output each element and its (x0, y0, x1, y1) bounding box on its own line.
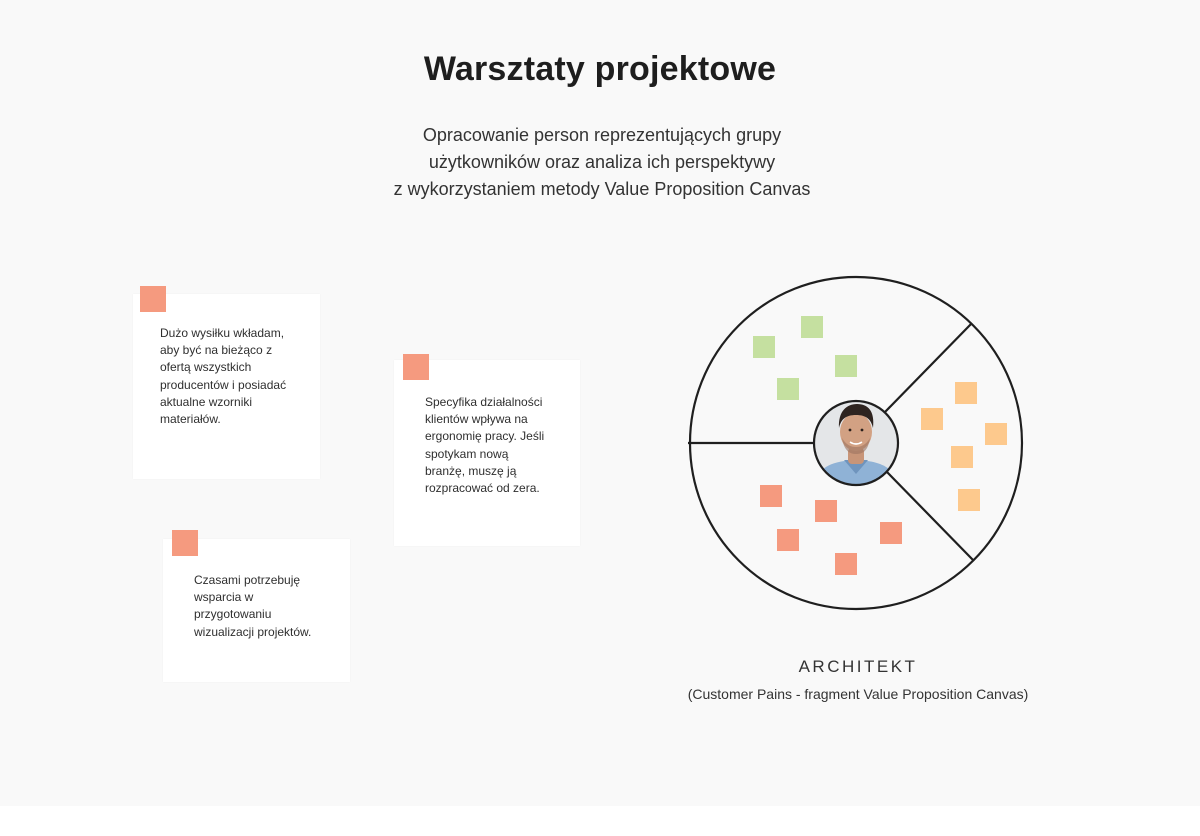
sticky-salmon (835, 553, 857, 575)
subtitle-line: użytkowników oraz analiza ich perspektywy (428, 152, 776, 172)
sticky-salmon (815, 500, 837, 522)
sticky-orange (921, 408, 943, 430)
sticky-note-card (133, 294, 320, 479)
sticky-salmon (777, 529, 799, 551)
note-line: aby być na bieżąco z (160, 343, 273, 358)
note-line: aktualne wzorniki (160, 394, 253, 409)
note-line: spotykam nową (425, 446, 509, 461)
note-line: Dużo wysiłku wkładam, (160, 326, 285, 340)
sticky-note-card (394, 360, 580, 546)
note-line: klientów wpływa na (425, 412, 528, 427)
note-line: materiałów. (160, 412, 221, 427)
note-line: branżę, muszę ją (425, 463, 517, 478)
note-line: rozpracować od zera. (425, 481, 540, 496)
page-subtitle (300, 122, 904, 203)
page-title: Warsztaty projektowe (423, 50, 777, 88)
note-line: wsparcia w (194, 590, 254, 605)
note-line: przygotowaniu (194, 607, 272, 622)
persona-caption: (Customer Pains - fragment Value Proposition Canvas) (687, 686, 1029, 702)
sticky-note-card (163, 539, 350, 682)
sticky-green (777, 378, 799, 400)
sticky-orange (955, 382, 977, 404)
note-line: Czasami potrzebuję (194, 573, 301, 587)
persona-role: ARCHITEKT (798, 657, 918, 676)
note-tag (172, 530, 198, 556)
sticky-salmon (760, 485, 782, 507)
sticky-green (801, 316, 823, 338)
sticky-green (753, 336, 775, 358)
note-line: ergonomię pracy. Jeśli (425, 429, 545, 444)
note-text (194, 572, 311, 641)
sticky-orange (985, 423, 1007, 445)
note-text (160, 325, 286, 428)
note-line: producentów i posiadać (160, 377, 287, 392)
note-line: ofertą wszystkich (160, 360, 252, 375)
sticky-salmon (880, 522, 902, 544)
person-avatar-icon (810, 398, 902, 490)
sticky-green (835, 355, 857, 377)
note-line: wizualizacji projektów. (194, 624, 312, 639)
note-line: Specyfika działalności (425, 395, 543, 409)
subtitle-line: z wykorzystaniem metody Value Proposition Canvas (393, 179, 811, 199)
value-proposition-canvas-diagram (680, 268, 1036, 620)
sticky-orange (958, 489, 980, 511)
sticky-orange (951, 446, 973, 468)
divider-line (887, 472, 973, 560)
note-text (425, 394, 544, 497)
note-tag (140, 286, 166, 312)
subtitle-line: Opracowanie person reprezentujących grupy (422, 125, 782, 145)
note-tag (403, 354, 429, 380)
